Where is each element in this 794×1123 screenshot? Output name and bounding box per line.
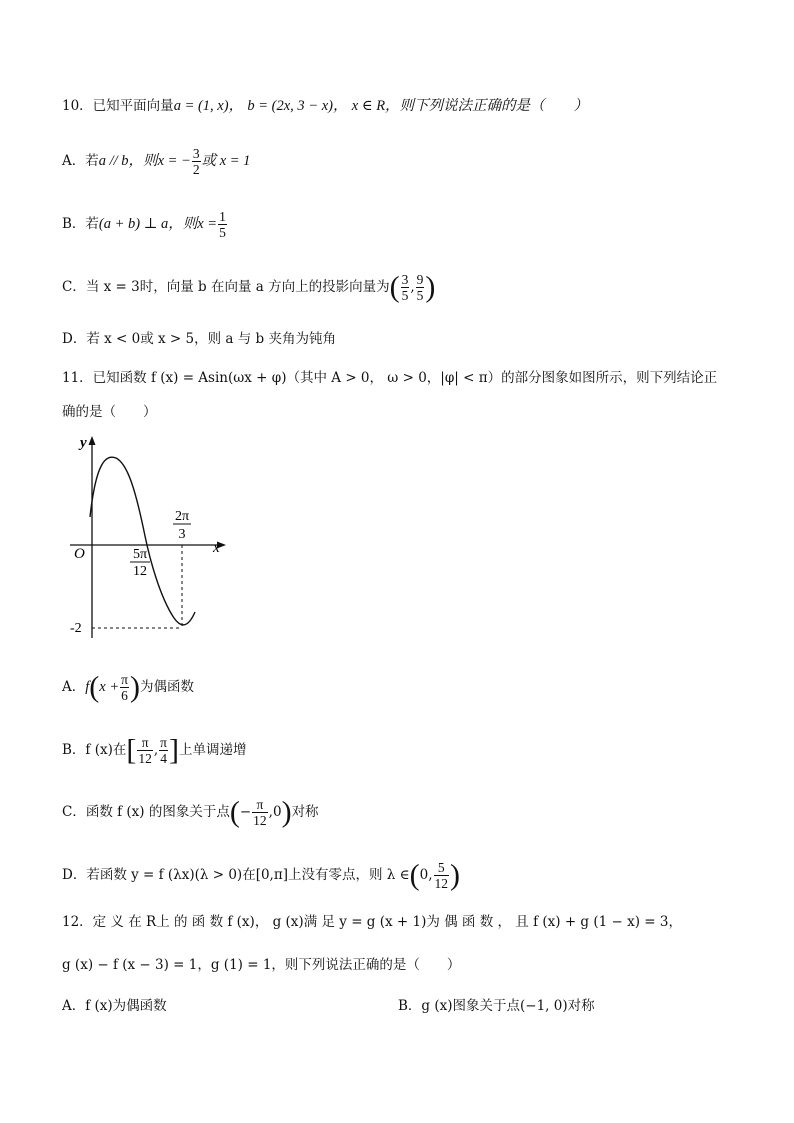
tick-2pi-3-num: 2π bbox=[174, 509, 190, 524]
tick-5pi-12-den: 12 bbox=[133, 564, 147, 579]
q10-stem: 10．已知平面向量a = (1, x)， b = (2x, 3 − x)， x ∈ R，则下列说法正确的是（ ） bbox=[62, 98, 589, 114]
min-value-label: -2 bbox=[70, 621, 82, 636]
q10-option-d: D．若 x < 0或 x > 5，则 a 与 b 夹角为钝角 bbox=[62, 331, 336, 347]
q10-option-c: C．当 x = 3时，向量 b 在向量 a 方向上的投影向量为( $\frac{3}{5}$ , $\frac{9}{5}$ ) bbox=[62, 270, 436, 304]
q12-option-a: A．f (x)为偶函数 bbox=[62, 998, 167, 1014]
fraction: $\frac{3}{2}$ bbox=[192, 146, 200, 177]
q11-option-c: C．函数 f (x) 的图象关于点(− $\frac{\pi}{12}$ ,0)对称 bbox=[62, 795, 319, 829]
y-axis-arrow bbox=[89, 436, 96, 445]
q11-option-a: A．f(x + $\frac{\pi}{6}$ )为偶函数 bbox=[62, 670, 194, 704]
q12-option-b: B．g (x)图象关于点(−1, 0)对称 bbox=[398, 998, 595, 1014]
origin-label: O bbox=[74, 546, 85, 562]
q11-function-graph bbox=[70, 432, 230, 644]
x-axis-label: x bbox=[213, 540, 220, 556]
q11-option-b: B．f (x)在[ $\frac{\pi}{12}$ , $\frac{\pi}{4}$ ]上单调递增 bbox=[62, 733, 247, 767]
q10-option-a: A．若a // b，则x = − $\frac{3}{2}$ 或 x = 1 bbox=[62, 146, 251, 177]
q11-stem-line1: 11．已知函数 f (x) = Asin(ωx + φ)（其中 A > 0， ω > 0，|φ| < π）的部分图象如图所示，则下列结论正 bbox=[62, 370, 718, 386]
y-axis-label: y bbox=[80, 435, 87, 451]
fraction: $\frac{1}{5}$ bbox=[219, 209, 226, 240]
q11-stem-line2: 确的是（ ） bbox=[62, 404, 157, 420]
q11-option-d: D．若函数 y = f (λx)(λ > 0)在[0,π]上没有零点，则 λ ∈(0, $\frac{5}{12}$ ) bbox=[62, 858, 461, 892]
q12-stem-line2: g (x) − f (x − 3) = 1，g (1) = 1，则下列说法正确的是（ ） bbox=[62, 957, 461, 973]
q10-option-b: B．若(a + b) ⊥ a，则x = $\frac{1}{5}$ bbox=[62, 209, 226, 240]
q12-stem-line1: 12．定 义 在 R上 的 函 数 f (x)， g (x)满 足 y = g (x + 1)为 偶 函 数 ， 且 f (x) + g (1 − x) = 3， bbox=[62, 914, 682, 930]
tick-5pi-12-num: 5π bbox=[132, 547, 148, 562]
tick-2pi-3-den: 3 bbox=[178, 527, 186, 542]
